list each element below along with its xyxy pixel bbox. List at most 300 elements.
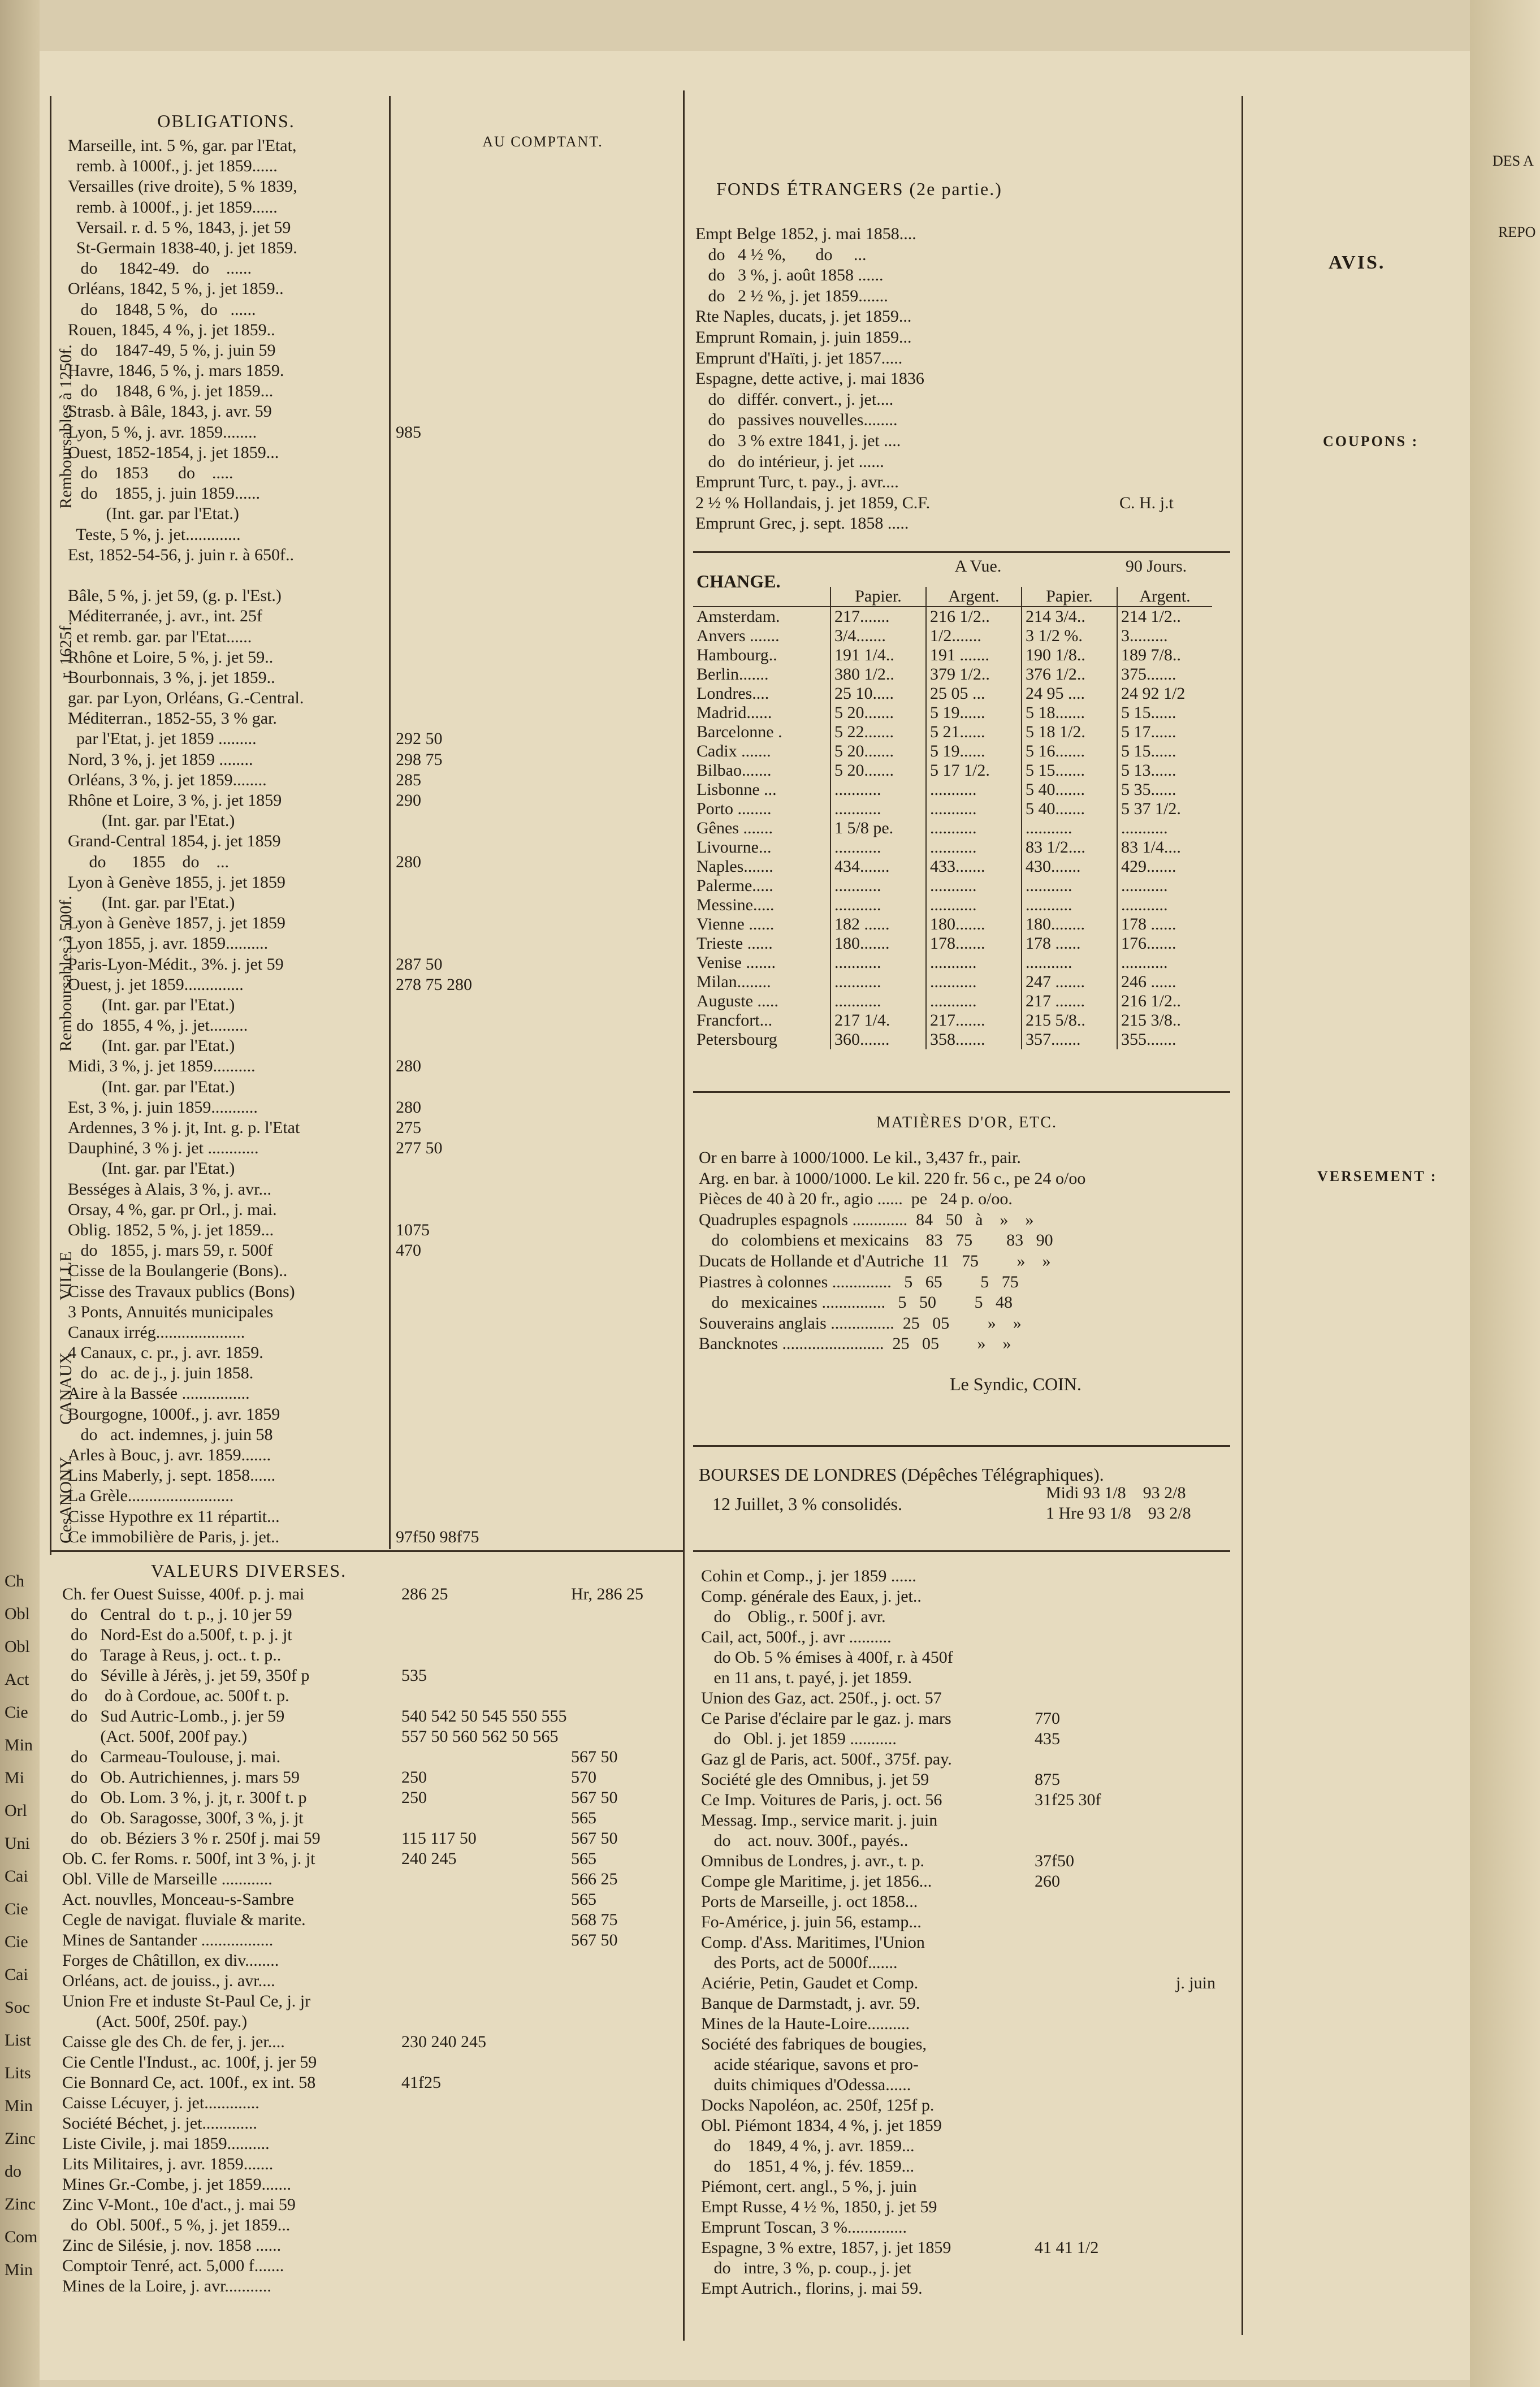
obligation-label: Lyon 1855, j. avr. 1859.......... [68, 934, 269, 953]
obligation-label: 3 Ponts, Annuités municipales [68, 1302, 274, 1321]
obligation-row [68, 422, 678, 443]
valeur-right-label: Empt Autrich., florins, j. mai 59. [701, 2279, 923, 2298]
obligation-row [68, 238, 678, 258]
valeur-row [62, 2093, 678, 2113]
change-rate: ........... [830, 953, 926, 972]
obligation-label: (Int. gar. par l'Etat.) [68, 1077, 235, 1096]
obligation-label: Teste, 5 %, j. jet............. [68, 525, 241, 544]
change-rate: ........... [926, 896, 1022, 915]
valeur-label: Obl. Ville de Marseille ............ [62, 1870, 272, 1888]
fonds-row [695, 493, 1238, 514]
obligation-row [68, 790, 678, 811]
change-jours-header: 90 Jours. [1125, 557, 1187, 576]
change-rate: 355....... [1117, 1030, 1212, 1049]
obligation-row [68, 708, 678, 729]
change-rate: 215 5/8.. [1022, 1011, 1117, 1030]
valeur-right-row [701, 1831, 1238, 1851]
obligation-label: Cisse de la Boulangerie (Bons).. [68, 1261, 288, 1281]
obligation-label: Ouest, j. jet 1859.............. [68, 975, 244, 994]
change-rate: ........... [926, 780, 1022, 799]
fonds-row [695, 245, 1238, 266]
valeur-right-row [701, 1607, 1238, 1627]
valeur-right-label: duits chimiques d'Odessa...... [701, 2075, 911, 2094]
change-rate: 5 37 1/2. [1117, 799, 1212, 819]
valeur-right-row [701, 1770, 1238, 1790]
change-rate: 246 ...... [1117, 972, 1212, 992]
obligation-row [68, 1486, 678, 1506]
change-row [693, 857, 1212, 876]
obligation-label: Strasb. à Bâle, 1843, j. avr. 59 [68, 402, 272, 421]
adjacent-heading-repo: REPO [1498, 224, 1536, 240]
obligation-row [68, 627, 678, 647]
change-rate: ........... [1022, 896, 1117, 915]
valeur-right-label: Cohin et Comp., j. jer 1859 ...... [701, 1567, 916, 1585]
change-city: Palerme..... [697, 876, 773, 895]
obligation-label: remb. à 1000f., j. jet 1859...... [68, 157, 278, 176]
valeur-right-row [701, 1912, 1238, 1932]
fonds-row [695, 306, 1238, 327]
change-rate: 5 19...... [926, 742, 1022, 761]
valeur-row [62, 1991, 678, 2012]
change-rate: ........... [1022, 819, 1117, 838]
valeur-row [62, 1910, 678, 1930]
change-rate: 5 20....... [830, 761, 926, 780]
valeur-price-2: 567 50 [571, 1931, 618, 1949]
change-rate: ........... [1022, 953, 1117, 972]
obligation-row [68, 750, 678, 770]
fonds-row [695, 286, 1238, 307]
change-rate: 3/4....... [830, 626, 926, 646]
valeur-right-row [701, 1627, 1238, 1647]
obligation-label: Dauphiné, 3 % j. jet ............ [68, 1139, 259, 1158]
change-city: Lisbonne ... [697, 780, 777, 799]
change-col-header: Argent. [926, 587, 1022, 607]
valeur-row [62, 1828, 678, 1849]
change-rate: ........... [830, 780, 926, 799]
change-row [693, 723, 1212, 742]
change-rate: 247 ....... [1022, 972, 1117, 992]
change-rate: 5 13...... [1117, 761, 1212, 780]
change-city: Berlin....... [697, 665, 769, 684]
matiere-line: Quadruples espagnols ............. 84 50 à » » [699, 1210, 1034, 1229]
obligation-label: Marseille, int. 5 %, gar. par l'Etat, [68, 136, 297, 155]
valeur-row [62, 2215, 678, 2235]
valeur-right-row [701, 1953, 1238, 1973]
change-rate: ........... [926, 799, 1022, 819]
valeur-right-price: 31f25 30f [1035, 1791, 1101, 1809]
obligation-row [68, 1118, 678, 1138]
fonds-label: do 3 %, j. août 1858 ...... [695, 266, 884, 285]
change-rate: 358....... [926, 1030, 1022, 1049]
change-rate: 24 92 1/2 [1117, 684, 1212, 703]
valeur-right-row [701, 1892, 1238, 1912]
obligation-label: Oblig. 1852, 5 %, j. jet 1859... [68, 1220, 274, 1239]
obligation-label: par l'Etat, j. jet 1859 ......... [68, 729, 257, 749]
change-row [693, 646, 1212, 665]
margin-fragment: Ch [5, 1572, 25, 1590]
obligation-label: Ardennes, 3 % j. jt, Int. g. p. l'Etat [68, 1118, 300, 1137]
margin-fragment: Min [5, 2096, 33, 2115]
valeur-right-price: 37f50 [1035, 1852, 1074, 1870]
fonds-row [695, 513, 1238, 534]
valeur-row [62, 1889, 678, 1910]
obligation-label: Est, 3 %, j. juin 1859........... [68, 1097, 258, 1117]
obligation-row [68, 156, 678, 176]
change-rate: 5 40....... [1022, 799, 1117, 819]
valeur-right-row [701, 1586, 1238, 1607]
change-city: Francfort... [697, 1011, 773, 1030]
margin-fragment: Com [5, 2228, 38, 2246]
obligation-label: (Int. gar. par l'Etat.) [68, 995, 235, 1014]
valeur-price: 230 240 245 [401, 2033, 486, 2051]
change-rate: 216 1/2.. [1117, 992, 1212, 1011]
valeur-right-row [701, 2075, 1238, 2095]
change-row [693, 819, 1212, 838]
obligation-label: Grand-Central 1854, j. jet 1859 [68, 832, 281, 851]
change-row [693, 896, 1212, 915]
valeur-right-price: 435 [1035, 1729, 1060, 1748]
change-city: Auguste ..... [697, 992, 778, 1010]
change-table [693, 587, 1212, 1049]
obligation-label: do 1848, 6 %, j. jet 1859... [68, 382, 274, 401]
matiere-line: Ducats de Hollande et d'Autriche 11 75 » » [699, 1251, 1051, 1270]
obligation-label: (Int. gar. par l'Etat.) [68, 1036, 235, 1056]
matiere-line: Souverains anglais ............... 25 05 » » [699, 1313, 1022, 1333]
obligation-price: 287 50 [396, 954, 443, 974]
valeur-label: Caisse gle des Ch. de fer, j. jer.... [62, 2033, 285, 2051]
change-bottom-rule [693, 1091, 1230, 1093]
change-row [693, 684, 1212, 703]
valeur-price-2: 566 25 [571, 1870, 618, 1888]
obligation-row [68, 525, 678, 545]
change-rate: ........... [830, 838, 926, 857]
obligation-label: (Int. gar. par l'Etat.) [68, 811, 235, 831]
obligation-row [68, 1261, 678, 1281]
valeur-label: Mines Gr.-Combe, j. jet 1859....... [62, 2175, 291, 2194]
obligation-label: Cisse des Travaux publics (Bons) [68, 1282, 295, 1301]
change-city: Bilbao....... [697, 761, 772, 780]
change-rate: 217 1/4. [830, 1011, 926, 1030]
margin-fragment: Soc [5, 1998, 30, 2017]
obligation-label: Ouest, 1852-1854, j. jet 1859... [68, 443, 279, 462]
valeur-row [62, 1951, 678, 1971]
change-vue-header: A Vue. [954, 557, 1002, 576]
obligation-label: Paris-Lyon-Médit., 3%. j. jet 59 [68, 954, 284, 974]
fonds-label: Emprunt Turc, t. pay., j. avr.... [695, 473, 899, 492]
margin-fragment: Lits [5, 2064, 31, 2082]
valeur-right-price: 875 [1035, 1770, 1060, 1789]
obligation-row [68, 279, 678, 299]
valeur-price: 240 245 [401, 1849, 457, 1868]
change-rate: 434....... [830, 857, 926, 876]
margin-fragment: do [5, 2162, 21, 2181]
margin-fragment: Act [5, 1670, 29, 1689]
valeur-price-2: 567 50 [571, 1748, 618, 1766]
valeur-label: Zinc V-Mont., 10e d'act., j. mai 59 [62, 2195, 296, 2214]
change-rate: 5 20....... [830, 703, 926, 723]
obligation-label: Rhône et Loire, 5 %, j. jet 59.. [68, 647, 274, 667]
change-rate: 178 ...... [1022, 934, 1117, 953]
obligation-row [68, 688, 678, 708]
valeur-row [62, 2012, 678, 2032]
change-row [693, 742, 1212, 761]
valeur-right-row [701, 2197, 1238, 2217]
section-rule-right [693, 1550, 1230, 1552]
obligation-price: 298 75 [396, 750, 443, 769]
obligation-row [68, 381, 678, 401]
valeur-right-label: en 11 ans, t. payé, j. jet 1859. [701, 1668, 912, 1687]
label-ville: VILLE [57, 1251, 75, 1300]
obligation-row [68, 729, 678, 749]
obligation-price: 280 [396, 852, 421, 871]
change-row [693, 915, 1212, 934]
obligation-row [68, 1302, 678, 1322]
change-rate: 25 10..... [830, 684, 926, 703]
valeur-right-label: Comp. d'Ass. Maritimes, l'Union [701, 1933, 925, 1952]
fonds-label: do do intérieur, j. jet ...... [695, 452, 884, 471]
valeur-label: Cie Bonnard Ce, act. 100f., ex int. 58 [62, 2073, 316, 2092]
change-city: Barcelonne . [697, 723, 782, 741]
margin-fragment: Cie [5, 1703, 28, 1722]
valeur-row [62, 1645, 678, 1666]
valeur-label: Zinc de Silésie, j. nov. 1858 ...... [62, 2236, 282, 2255]
valeur-right-label: des Ports, act de 5000f....... [701, 1953, 898, 1972]
column-rule-2 [683, 90, 685, 2341]
obligation-row [68, 320, 678, 340]
change-rate: 380 1/2.. [830, 665, 926, 684]
fonds-label: do passives nouvelles........ [695, 410, 898, 430]
fonds-row [695, 431, 1238, 452]
valeur-right-row [701, 1688, 1238, 1709]
change-rate: 191 1/4.. [830, 646, 926, 665]
obligation-row [68, 176, 678, 197]
obligation-row [68, 1138, 678, 1158]
valeur-right-row [701, 1810, 1238, 1831]
valeur-right-row [701, 1790, 1238, 1810]
obligation-label: et remb. gar. par l'Etat...... [68, 627, 252, 646]
obligation-label: Orsay, 4 %, gar. pr Orl., j. mai. [68, 1200, 277, 1219]
valeur-right-label: Piémont, cert. angl., 5 %, j. juin [701, 2177, 917, 2196]
obligation-row [68, 872, 678, 893]
change-rate: 1/2....... [926, 626, 1022, 646]
valeur-label: Comptoir Tenré, act. 5,000 f....... [62, 2256, 284, 2275]
obligation-row [68, 1507, 678, 1527]
valeur-price-2: 567 50 [571, 1788, 618, 1807]
valeur-label: (Act. 500f, 250f. pay.) [62, 2012, 248, 2031]
change-rate: 3 1/2 %. [1022, 626, 1117, 646]
obligation-row [68, 1425, 678, 1445]
valeur-label: do Tarage à Reus, j. oct.. t. p.. [62, 1646, 282, 1664]
fonds-label: Rte Naples, ducats, j. jet 1859... [695, 307, 912, 326]
change-rate: 5 15....... [1022, 761, 1117, 780]
obligation-label: Arles à Bouc, j. avr. 1859....... [68, 1446, 271, 1464]
fonds-label: Emprunt Romain, j. juin 1859... [695, 327, 912, 347]
obligation-row [68, 1363, 678, 1383]
valeur-right-label: Ports de Marseille, j. oct 1858... [701, 1892, 918, 1911]
change-row [693, 703, 1212, 723]
change-rate: 379 1/2.. [926, 665, 1022, 684]
obligation-price: 280 [396, 1097, 421, 1117]
obligation-row [68, 1158, 678, 1179]
change-rate: 178....... [926, 934, 1022, 953]
avis-heading: AVIS. [1329, 252, 1386, 273]
obligation-row [68, 852, 678, 872]
valeur-right-row [701, 2034, 1238, 2055]
change-rate: 5 17 1/2. [926, 761, 1022, 780]
valeur-right-label: Espagne, 3 % extre, 1857, j. jet 1859 [701, 2238, 951, 2257]
obligation-row [68, 136, 678, 156]
obligation-label: Méditerranée, j. avr., int. 25f [68, 607, 263, 626]
change-row [693, 876, 1212, 896]
change-rate: 376 1/2.. [1022, 665, 1117, 684]
fonds-label: Emprunt d'Haïti, j. jet 1857..... [695, 348, 903, 367]
valeur-right-row [701, 1851, 1238, 1871]
valeur-right-label: Compe gle Maritime, j. jet 1856... [701, 1872, 932, 1891]
matiere-line: Pièces de 40 à 20 fr., agio ...... pe 24 p. o/oo. [699, 1190, 1013, 1209]
change-city: Hambourg.. [697, 646, 777, 664]
margin-fragment: Uni [5, 1834, 30, 1853]
change-rate: ........... [1022, 876, 1117, 896]
obligation-row [68, 831, 678, 851]
obligation-label: (Int. gar. par l'Etat.) [68, 893, 235, 912]
change-city: Naples....... [697, 857, 773, 876]
change-rate: 1 5/8 pe. [830, 819, 926, 838]
fonds-row [695, 369, 1238, 390]
obligation-price: 292 50 [396, 729, 443, 749]
valeur-right-row [701, 1709, 1238, 1729]
column-rule-3 [1241, 96, 1243, 2335]
change-rate: 5 15...... [1117, 742, 1212, 761]
obligation-price: 280 [396, 1057, 421, 1076]
change-city: Cadix ....... [697, 742, 771, 760]
valeur-label: do Séville à Jérès, j. jet 59, 350f p [62, 1666, 310, 1685]
valeur-row [62, 1767, 678, 1788]
obligation-row [68, 1015, 678, 1036]
change-rate: 190 1/8.. [1022, 646, 1117, 665]
adjacent-heading-a: DES A [1493, 153, 1534, 169]
londres-heading: BOURSES DE LONDRES (Dépêches Télégraphiques). [699, 1464, 1104, 1485]
obligation-row [68, 463, 678, 483]
valeur-right-label: Ce Parise d'éclaire par le gaz. j. mars [701, 1709, 951, 1728]
change-rate: 5 15...... [1117, 703, 1212, 723]
valeur-label: do Nord-Est do a.500f, t. p. j. jt [62, 1625, 292, 1644]
change-row [693, 607, 1212, 626]
valeur-label: Ob. C. fer Roms. r. 500f, int 3 %, j. jt [62, 1849, 315, 1868]
obligation-label: Havre, 1846, 5 %, j. mars 1859. [68, 361, 284, 380]
valeur-label: (Act. 500f, 200f pay.) [62, 1727, 248, 1746]
matieres-bottom-rule [693, 1445, 1230, 1447]
margin-fragment: Zinc [5, 2195, 36, 2213]
obligation-label: Bourgogne, 1000f., j. avr. 1859 [68, 1404, 280, 1424]
valeur-price-2: 567 50 [571, 1829, 618, 1848]
change-city: Venise ....... [697, 953, 776, 972]
fonds-label: Empt Belge 1852, j. mai 1858.... [695, 224, 916, 243]
obligation-row [68, 340, 678, 361]
side-rule [50, 96, 51, 1555]
margin-fragment: Zinc [5, 2129, 36, 2148]
valeur-right-row [701, 2217, 1238, 2238]
valeur-label: Act. nouvlles, Monceau-s-Sambre [62, 1890, 294, 1909]
change-rate: ........... [1117, 819, 1212, 838]
change-city: Madrid...... [697, 703, 772, 722]
change-row [693, 761, 1212, 780]
change-rate: 5 35...... [1117, 780, 1212, 799]
obligation-row [68, 1036, 678, 1056]
valeur-label: Mines de la Loire, j. avr........... [62, 2277, 271, 2295]
valeur-right-row [701, 2095, 1238, 2116]
valeur-right-row [701, 2055, 1238, 2075]
change-top-rule [693, 551, 1230, 553]
change-rate: 176....... [1117, 934, 1212, 953]
fonds-label: 2 ½ % Hollandais, j. jet 1859, C.F. [695, 493, 931, 512]
obligation-label: Bességes à Alais, 3 %, j. avr... [68, 1179, 271, 1199]
valeur-right-label: do Obl. j. jet 1859 ........... [701, 1729, 897, 1748]
obligation-row [68, 1383, 678, 1404]
syndic-signature: Le Syndic, COIN. [950, 1374, 1082, 1394]
change-rate: 217 ....... [1022, 992, 1117, 1011]
change-rate: 5 21...... [926, 723, 1022, 742]
fonds-label: do différ. convert., j. jet.... [695, 390, 894, 409]
valeurs-right-list [701, 1566, 1238, 2299]
obligation-row [68, 565, 678, 586]
obligation-label: Lyon, 5 %, j. avr. 1859........ [68, 422, 257, 442]
valeur-row [62, 1747, 678, 1767]
label-cesanony: CesANONY. [57, 1455, 75, 1543]
valeur-right-row [701, 1729, 1238, 1749]
obligation-row [68, 668, 678, 688]
obligation-row [68, 770, 678, 790]
obligation-row [68, 975, 678, 995]
matiere-line: Bancknotes ........................ 25 05 » » [699, 1334, 1011, 1354]
valeur-price: 557 50 560 562 50 565 [401, 1727, 559, 1746]
change-row [693, 953, 1212, 972]
obligation-label: Nord, 3 %, j. jet 1859 ........ [68, 750, 253, 769]
obligation-row [68, 443, 678, 463]
obligation-row [68, 933, 678, 954]
change-rate: 360....... [830, 1030, 926, 1049]
valeur-price: 115 117 50 [401, 1829, 477, 1848]
fonds-label: do 2 ½ %, j. jet 1859....... [695, 286, 888, 305]
change-title: CHANGE. [697, 571, 781, 591]
obligation-row [68, 913, 678, 933]
change-rate: 191 ....... [926, 646, 1022, 665]
valeur-right-label: do 1849, 4 %, j. avr. 1859... [701, 2137, 915, 2155]
valeur-row [62, 1930, 678, 1951]
section-rule-left [50, 1550, 683, 1552]
obligation-label: Lyon à Genève 1857, j. jet 1859 [68, 914, 285, 933]
margin-fragment: Min [5, 1736, 33, 1754]
londres-date: 12 Juillet, 3 % consolidés. [712, 1494, 902, 1514]
change-rate: 180....... [830, 934, 926, 953]
obligation-row [68, 954, 678, 975]
valeur-row [62, 1584, 678, 1605]
obligation-price: 285 [396, 770, 421, 789]
fonds-row [695, 410, 1238, 431]
obligation-label: Est, 1852-54-56, j. juin r. à 650f.. [68, 545, 294, 564]
valeur-price: 41f25 [401, 2073, 441, 2092]
change-rate: 430....... [1022, 857, 1117, 876]
valeur-right-row [701, 2278, 1238, 2299]
au-comptant-heading: AU COMPTANT. [482, 133, 603, 150]
margin-fragment: Cie [5, 1932, 28, 1951]
obligation-row [68, 1077, 678, 1097]
valeur-right-price: 770 [1035, 1709, 1060, 1728]
change-rate: 215 3/8.. [1117, 1011, 1212, 1030]
obligation-label: 4 Canaux, c. pr., j. avr. 1859. [68, 1343, 263, 1363]
change-city: Petersbourg [697, 1030, 777, 1049]
valeur-price: 286 25 [401, 1585, 448, 1603]
obligation-row [68, 1220, 678, 1240]
